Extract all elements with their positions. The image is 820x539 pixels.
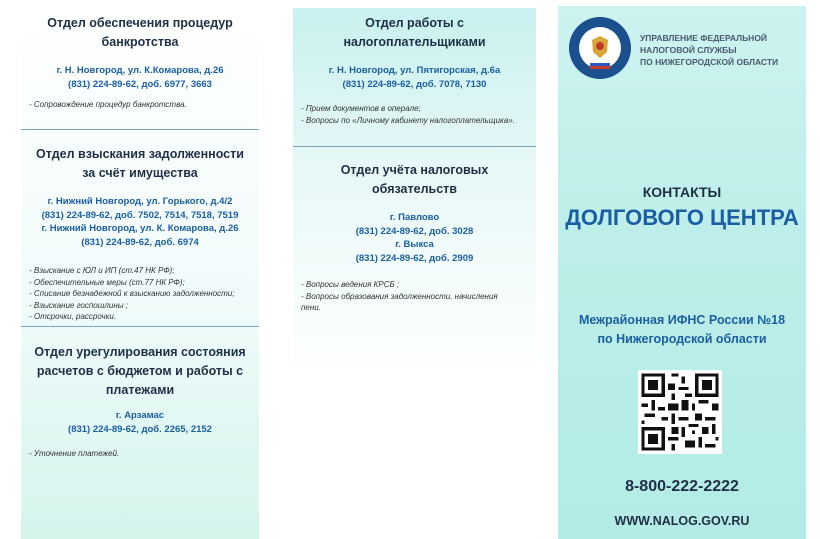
bullet-list	[301, 103, 536, 126]
list-item: - Сопровождение процедур банкротства.	[29, 100, 187, 109]
section-title: Отдел учёта налоговых обязательств	[340, 163, 489, 196]
settlement-dept-section	[21, 343, 259, 460]
qr-code	[638, 370, 722, 454]
tax-accounting-dept-section	[293, 161, 536, 314]
heading-debt-center: ДОЛГОВОГО ЦЕНТРА	[565, 205, 799, 230]
bullet-list	[29, 448, 259, 460]
website-link[interactable]: WWW.NALOG.GOV.RU	[614, 514, 750, 528]
bullet-list	[29, 99, 259, 111]
section-title: Отдел урегулирования состояния расчетов с бюджетом и работы с платежами	[34, 345, 246, 397]
list-item: - Вопросы ведения КРСБ ;	[301, 280, 400, 289]
address-block: г. Арзамас (831) 224-89-62, доб. 2265, 2152	[68, 410, 212, 435]
bankruptcy-dept-section	[21, 14, 259, 111]
list-item: - Прием документов в операле;	[301, 104, 421, 113]
list-item: - Списание безнадежной к взысканию задолженности;	[29, 289, 235, 298]
address-block: г. Н. Новгород, ул. К.Комарова, д.26 (831) 224-89-62, доб. 6977, 3663	[56, 65, 224, 90]
bullet-list	[29, 265, 259, 323]
cover-panel	[558, 6, 806, 539]
section-title: Отдел обеспечения процедур банкротства	[47, 16, 233, 49]
inspectorate-name: Межрайонная ИФНС России №18 по Нижегородской области	[578, 313, 786, 346]
divider	[21, 129, 259, 130]
address-block: г. Павлово (831) 224-89-62, доб. 3028 г. Выкса (831) 224-89-62, доб. 2909	[355, 212, 474, 264]
taxpayer-dept-section	[293, 14, 536, 126]
list-item: - Вопросы образования задолженности, начисления	[301, 291, 498, 301]
left-panel	[21, 8, 259, 539]
address-block: г. Н. Новгород, ул. Пятигорская, д.6а (831) 224-89-62, доб. 7078, 7130	[328, 65, 501, 90]
divider	[293, 146, 536, 147]
address-block: г. Нижний Новгород, ул. Горького, д.4/2 (831) 224-89-62, доб. 7502, 7514, 7518, 7519 г. Нижний Новгород, ул. К. Комарова, д.26 (831) 224-89-62, доб. 6974	[41, 196, 239, 248]
heading-contacts: КОНТАКТЫ	[642, 184, 722, 200]
list-item: - Отсрочки, рассрочки.	[29, 312, 117, 321]
section-title: Отдел работы с налогоплательщиками	[343, 16, 486, 49]
list-item: - Взыскание с ЮЛ и ИП (ст.47 НК РФ);	[29, 266, 175, 275]
organization-name: УПРАВЛЕНИЕ ФЕДЕРАЛЬНОЙ НАЛОГОВОЙ СЛУЖБЫ ПО НИЖЕГОРОДСКОЙ ОБЛАСТИ	[640, 33, 779, 67]
divider	[21, 326, 259, 327]
bullet-list	[301, 279, 536, 314]
debt-collection-dept-section	[21, 145, 259, 323]
list-item: - Вопросы по «Личному кабинету налогоплательщика».	[301, 115, 515, 125]
list-item: пени.	[301, 303, 321, 312]
middle-panel	[293, 8, 536, 539]
list-item: - Обеспечительные меры (ст.77 НК РФ);	[29, 277, 185, 287]
list-item: - Уточнение платежей.	[29, 449, 120, 458]
hotline-phone: 8-800-222-2222	[625, 478, 739, 495]
list-item: - Взыскание госпошлины ;	[29, 300, 129, 310]
section-title: Отдел взыскания задолженности за счёт имущества	[36, 147, 244, 180]
fns-emblem-logo	[568, 16, 632, 80]
